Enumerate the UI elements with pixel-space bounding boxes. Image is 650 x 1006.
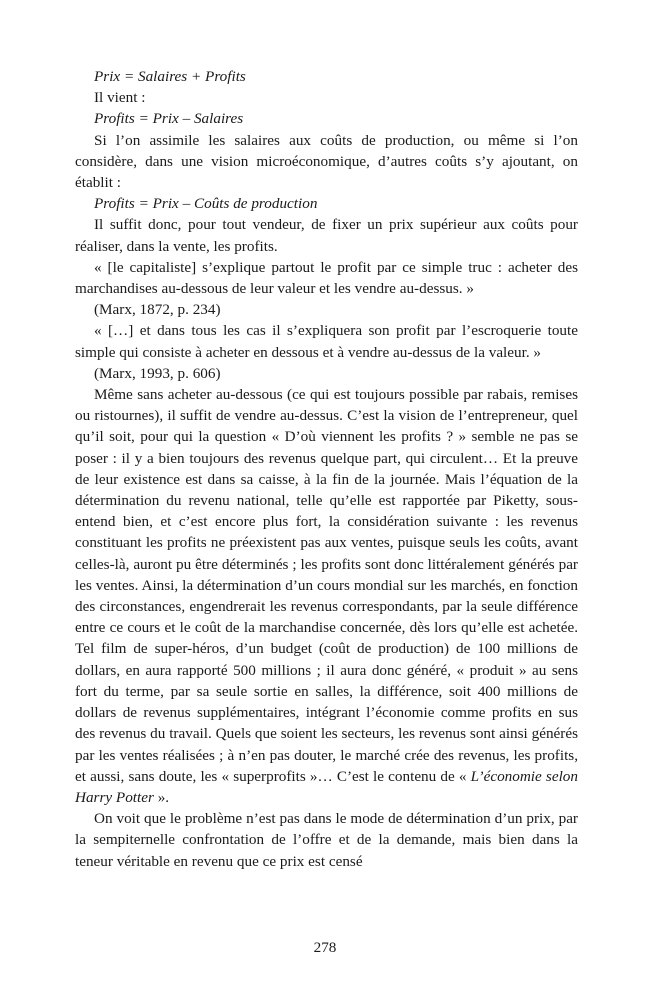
formula-profits-couts: Profits = Prix – Coûts de production [94,195,318,213]
citation-marx-1872: (Marx, 1872, p. 234) [94,301,221,319]
text-il-vient: Il vient : [94,89,146,107]
paragraph-suffit: Il suffit donc, pour tout vendeur, de fixer un prix supérieur aux coûts pour réaliser, dans la vente, les profits. [75,216,578,255]
formula-prix: Prix = Salaires + Profits [94,68,246,85]
page-number: 278 [313,939,337,956]
paragraph-on-voit: On voit que le problème n’est pas dans le mode de détermination d’un prix, par la sempiternelle confrontation de l’offre et de la demande, mais bien dans la teneur véritable en revenu que ce prix est censé [75,810,578,870]
paragraph-assimile: Si l’on assimile les salaires aux coûts de production, ou même si l’on considère, dans une vision microéconomique, d’autres coûts s’y ajoutant, on établit : [75,131,578,192]
body-text [75,66,578,872]
citation-marx-1993: (Marx, 1993, p. 606) [94,364,221,382]
paragraph-meme-sans-acheter: Même sans acheter au-dessous (ce qui est toujours possible par rabais, remises ou ristournes), il suffit de vendre au-dessus. C’est la vision de l’entrepreneur, quel qu’il soit, pour qui la question « D’où viennent les profits ? » semble ne pas se poser : il y a bien toujours des revenus quelque part, qui circulent… Et la preuve de leur existence est dans sa caisse, à la fin de la journée. Mais l’équation de la détermination du revenu national, telle qu’elle est rapportée par Piketty, sous-entend bien, et c’est encore plus fort, la considération suivante : les revenus constituant les profits ne préexistent pas aux ventes, puisque seuls les coûts, avant celles-là, auront pu être déterminés ; les profits sont donc littéralement générés par les ventes. Ainsi, la détermination d’un cours mondial sur les marchés, en fonction des circonstances, engendrerait les revenus correspondants, par la seule différence entre ce cours et le coût de la marchandise concernée, dès lors qu’elle est achetée. Tel film de super-héros, d’un budget (coût de production) de 100 millions de dollars, en aura rapporté 500 millions ; il aura donc généré, « produit » au sens fort du terme, par sa seule sortie en salles, la différence, soit 400 millions de dollars de revenus supplémentaires, intégrant l’économie comme profits en sus des revenus du travail. Quels que soient les secteurs, les revenus sont ainsi générés par les ventes réalisées ; à n’en pas douter, le marché crée des revenus, les profits, et aussi, sans doute, les « superprofits »… C’est le contenu de « L’économie selon Harry Potter ». [75,386,578,806]
formula-profits-salaires: Profits = Prix – Salaires [94,110,244,128]
quote-marx-1872: « [le capitaliste] s’explique partout le profit par ce simple truc : acheter des marchandises au-dessous de leur valeur et les vendre au-dessus. » [75,258,578,298]
quote-marx-1993: « […] et dans tous les cas il s’expliquera son profit par l’escroquerie toute simple qui consiste à acheter en dessous et à vendre au-dessus de la valeur. » [75,322,578,361]
